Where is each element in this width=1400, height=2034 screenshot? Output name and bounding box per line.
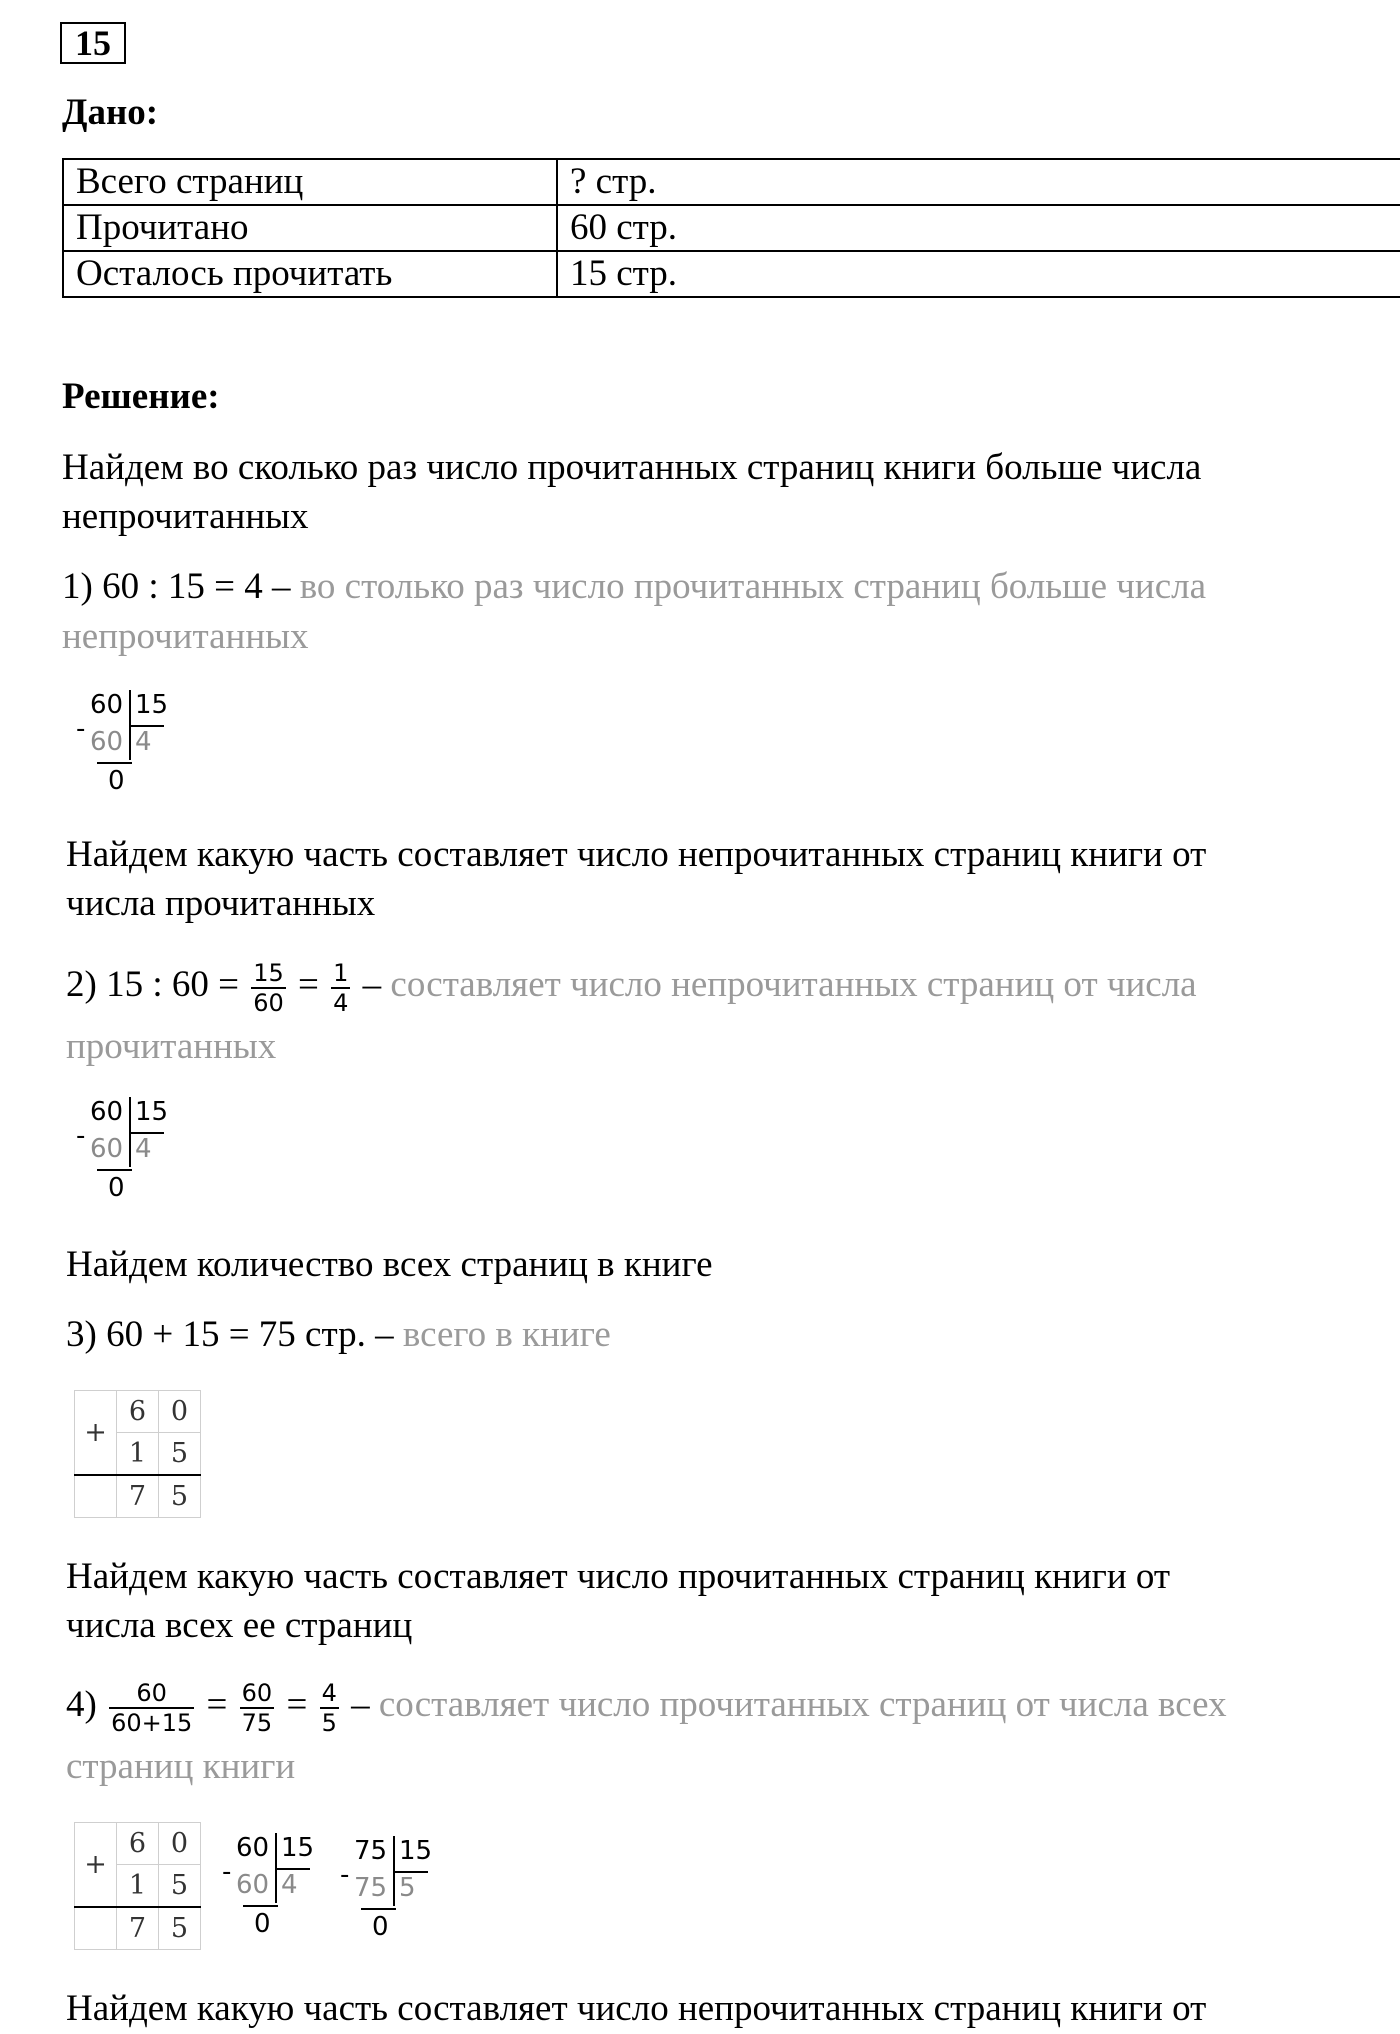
solution-heading: Решение: <box>62 376 220 417</box>
fraction-denominator: 60+15 <box>111 1708 193 1737</box>
division-subtrahend: 60 <box>90 1134 124 1164</box>
step1-expression <box>62 562 1206 612</box>
step2-expr-prefix: 2) 15 : 60 = <box>66 964 239 1005</box>
division-divisor: 15 <box>399 1836 433 1866</box>
fraction-denominator: 75 <box>241 1708 273 1737</box>
fraction-denominator: 4 <box>333 988 349 1017</box>
table-row <box>63 251 1400 297</box>
division-quotient: 5 <box>399 1873 416 1903</box>
fraction <box>320 1679 339 1737</box>
division-divisor-line <box>275 1868 310 1870</box>
given-value: 60 стр. <box>557 205 1400 251</box>
division-minus: - <box>340 1860 350 1890</box>
given-value: ? стр. <box>557 159 1400 205</box>
table-row <box>63 205 1400 251</box>
plus-sign: + <box>75 1823 117 1908</box>
fraction-numerator: 1 <box>333 958 349 987</box>
fraction-numerator: 60 <box>109 1679 194 1709</box>
division-divisor: 15 <box>135 1097 169 1127</box>
step4-comment-line2: страниц книги <box>66 1746 296 1787</box>
step1-expr: 1) 60 : 15 = 4 – <box>62 566 291 607</box>
division-dividend: 60 <box>90 1097 124 1127</box>
step1-comment-line2: непрочитанных <box>62 616 309 657</box>
given-value: 15 стр. <box>557 251 1400 297</box>
dash: – <box>362 964 382 1005</box>
division-subtract-line <box>243 1905 278 1907</box>
fraction-numerator: 60 <box>241 1678 273 1707</box>
step3-comment: всего в книге <box>402 1314 611 1355</box>
division-minus: - <box>76 1121 86 1151</box>
fraction-numerator: 15 <box>253 958 284 987</box>
step4-expression <box>66 1675 1227 1737</box>
fraction <box>331 959 350 1017</box>
division-subtrahend: 60 <box>236 1870 270 1900</box>
fraction <box>240 1679 275 1737</box>
column-addition-repeat <box>74 1822 201 1950</box>
fraction-denominator: 60 <box>253 988 284 1017</box>
digit: 0 <box>159 1823 201 1865</box>
empty-cell <box>75 1907 117 1950</box>
digit: 6 <box>117 1391 159 1433</box>
long-division-a <box>72 690 192 800</box>
division-subtrahend: 60 <box>90 727 124 757</box>
digit: 5 <box>159 1907 201 1950</box>
fraction-numerator: 4 <box>321 1678 337 1707</box>
given-label: Всего страниц <box>63 159 557 205</box>
division-subtract-line <box>97 1169 132 1171</box>
step4-intro-line1: Найдем какую часть составляет число прочитанных страниц книги от <box>66 1556 1171 1597</box>
division-quotient: 4 <box>281 1870 298 1900</box>
digit: 0 <box>159 1391 201 1433</box>
division-quotient: 4 <box>135 727 152 757</box>
digit: 7 <box>117 1475 159 1518</box>
given-heading: Дано: <box>62 92 159 133</box>
step4-intro-line2: числа всех ее страниц <box>66 1605 413 1646</box>
equals-sign: = <box>286 1684 308 1725</box>
step2-comment-line2: прочитанных <box>66 1026 277 1067</box>
step2-intro-line1: Найдем какую часть составляет число непрочитанных страниц книги от <box>66 834 1207 875</box>
given-label: Прочитано <box>63 205 557 251</box>
fraction <box>109 1679 194 1737</box>
step2-intro-line2: числа прочитанных <box>66 883 376 924</box>
fraction-denominator: 5 <box>321 1708 337 1737</box>
division-divisor: 15 <box>135 690 169 720</box>
division-minus: - <box>222 1857 232 1887</box>
digit: 1 <box>117 1433 159 1476</box>
step1-intro-line2: непрочитанных <box>62 496 309 537</box>
problem-number: 15 <box>60 22 126 64</box>
step5-intro-line1: Найдем какую часть составляет число непрочитанных страниц книги от <box>66 1988 1207 2029</box>
given-label: Осталось прочитать <box>63 251 557 297</box>
fraction <box>251 959 286 1017</box>
division-dividend: 60 <box>90 690 124 720</box>
division-divisor-line <box>129 725 164 727</box>
division-subtract-line <box>97 762 132 764</box>
division-divisor-line <box>129 1132 164 1134</box>
digit: 6 <box>117 1823 159 1865</box>
column-addition <box>74 1390 201 1518</box>
equals-sign: = <box>206 1684 228 1725</box>
division-remainder: 0 <box>254 1909 271 1939</box>
division-subtrahend: 75 <box>354 1873 388 1903</box>
step4-label: 4) <box>66 1684 97 1725</box>
division-divisor: 15 <box>281 1833 315 1863</box>
empty-cell <box>75 1475 117 1518</box>
digit: 7 <box>117 1907 159 1950</box>
division-remainder: 0 <box>108 1173 125 1203</box>
division-minus: - <box>76 714 86 744</box>
step3-expression <box>66 1310 611 1360</box>
step2-expression <box>66 955 1197 1017</box>
step3-expr: 3) 60 + 15 = 75 стр. – <box>66 1314 394 1355</box>
division-dividend: 75 <box>354 1836 388 1866</box>
step3-intro: Найдем количество всех страниц в книге <box>66 1244 713 1285</box>
division-remainder: 0 <box>108 766 125 796</box>
digit: 5 <box>159 1433 201 1476</box>
division-subtract-line <box>361 1908 396 1910</box>
digit: 1 <box>117 1865 159 1908</box>
digit: 5 <box>159 1865 201 1908</box>
long-division-a-repeat <box>72 1097 192 1207</box>
equals-sign: = <box>298 964 319 1005</box>
step1-comment: во столько раз число прочитанных страниц больше числа <box>299 566 1207 607</box>
digit: 5 <box>159 1475 201 1518</box>
long-division-b <box>218 1833 338 1943</box>
given-table <box>62 158 1400 298</box>
division-dividend: 60 <box>236 1833 270 1863</box>
table-row <box>63 159 1400 205</box>
dash: – <box>351 1684 370 1725</box>
division-remainder: 0 <box>372 1912 389 1942</box>
plus-sign: + <box>75 1391 117 1476</box>
step2-comment: составляет число непрочитанных страниц от числа <box>390 964 1197 1005</box>
division-quotient: 4 <box>135 1134 152 1164</box>
long-division-c <box>336 1836 456 1946</box>
step4-comment: составляет число прочитанных страниц от числа всех <box>378 1684 1227 1725</box>
step1-intro-line1: Найдем во сколько раз число прочитанных страниц книги больше числа <box>62 447 1202 488</box>
division-divisor-line <box>393 1871 428 1873</box>
